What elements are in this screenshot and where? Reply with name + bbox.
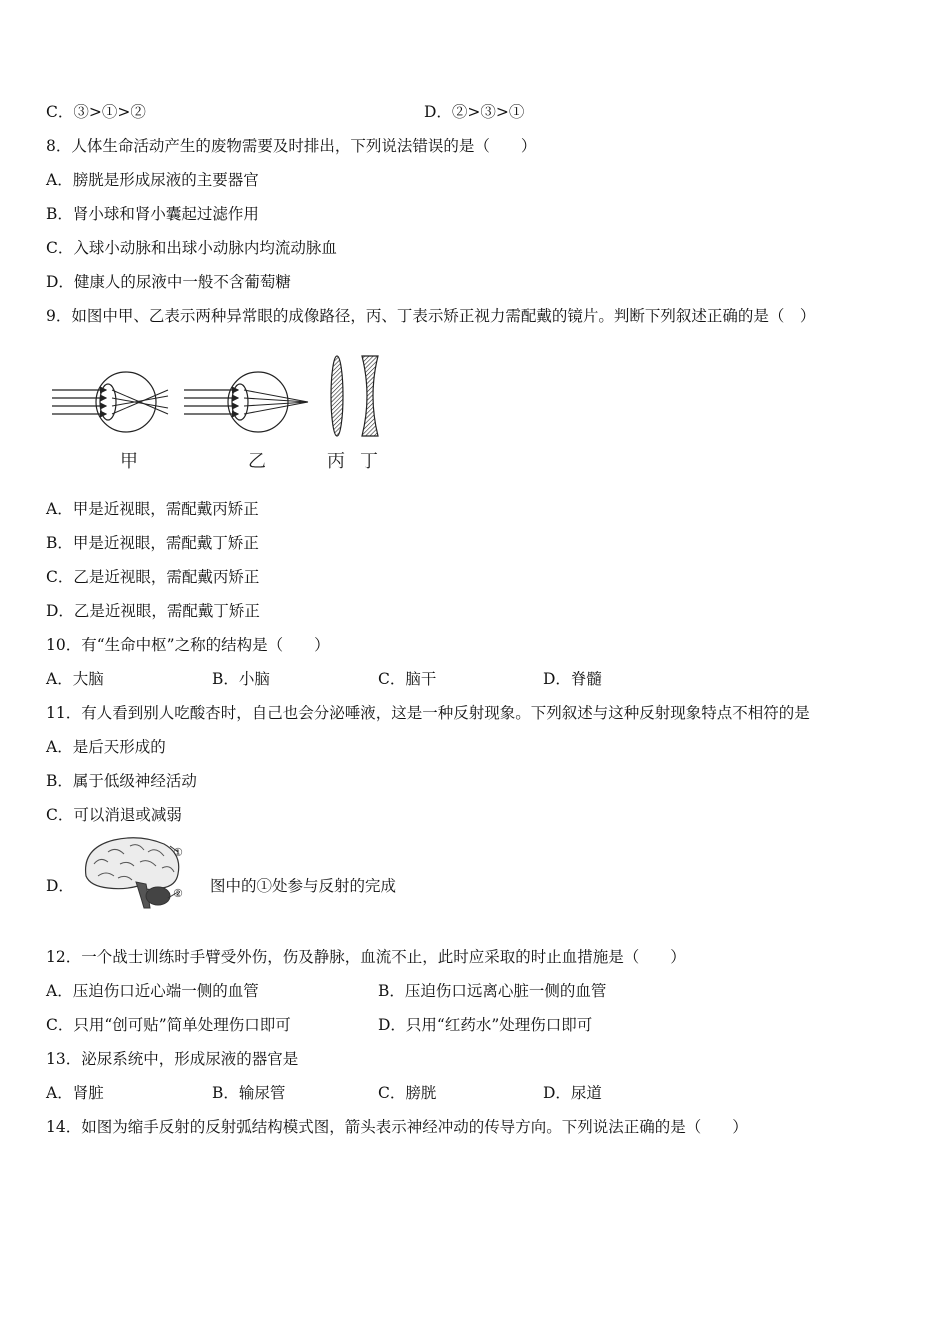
q11-option-d-text[interactable]: 图中的①处参与反射的完成 — [210, 877, 397, 895]
q8-option-c[interactable]: C．入球小动脉和出球小动脉内均流动脉血 — [46, 239, 337, 257]
label-jia: 甲 — [120, 451, 138, 472]
q11-option-c[interactable]: C．可以消退或减弱 — [46, 806, 182, 824]
q10-option-c[interactable]: C．脑干 — [378, 670, 437, 688]
q10-stem: 10．有“生命中枢”之称的结构是（ ） — [46, 636, 330, 654]
q7-options-row — [46, 102, 525, 122]
q8-option-b[interactable]: B．肾小球和肾小囊起过滤作用 — [46, 205, 259, 223]
eye-jia-diagram — [52, 372, 168, 432]
q9-option-c[interactable]: C．乙是近视眼，需配戴丙矫正 — [46, 568, 260, 586]
q9-option-a[interactable]: A．甲是近视眼，需配戴丙矫正 — [46, 500, 259, 518]
q11-option-d-letter[interactable]: D． — [46, 877, 74, 895]
q7-option-d[interactable]: D．②>③>① — [424, 103, 525, 121]
q14-stem: 14．如图为缩手反射的反射弧结构模式图，箭头表示神经冲动的传导方向。下列说法正确的是（ ） — [46, 1118, 748, 1136]
brain-diagram — [78, 834, 193, 914]
concave-lens-ding — [362, 356, 378, 436]
q12-option-b[interactable]: B．压迫伤口远离心脏一侧的血管 — [378, 982, 607, 1000]
q8-stem: 8．人体生命活动产生的废物需要及时排出，下列说法错误的是（ ） — [46, 137, 537, 155]
q10-option-d[interactable]: D．脊髓 — [543, 670, 602, 688]
q8-option-d[interactable]: D．健康人的尿液中一般不含葡萄糖 — [46, 273, 291, 291]
q9-stem: 9．如图中甲、乙表示两种异常眼的成像路径，丙、丁表示矫正视力需配戴的镜片。判断下列叙述正确的是（ ） — [46, 307, 816, 325]
brain-label-2: ② — [173, 887, 183, 900]
q10-option-b[interactable]: B．小脑 — [212, 670, 270, 688]
q8-option-a[interactable]: A．膀胱是形成尿液的主要器官 — [46, 171, 259, 189]
q12-options-row-2 — [46, 1015, 593, 1035]
q11-option-b[interactable]: B．属于低级神经活动 — [46, 772, 197, 790]
q9-eye-lens-figure — [46, 352, 396, 477]
label-ding: 丁 — [360, 451, 378, 472]
q13-options-row — [46, 1083, 602, 1103]
q13-option-d[interactable]: D．尿道 — [543, 1084, 602, 1102]
q10-option-a[interactable]: A．大脑 — [46, 670, 104, 688]
label-bing: 丙 — [327, 451, 345, 472]
q9-option-b[interactable]: B．甲是近视眼，需配戴丁矫正 — [46, 534, 259, 552]
brain-label-1: ① — [173, 846, 183, 859]
q11-option-a[interactable]: A．是后天形成的 — [46, 738, 166, 756]
q9-option-d[interactable]: D．乙是近视眼，需配戴丁矫正 — [46, 602, 260, 620]
q10-options-row — [46, 669, 602, 689]
q11-stem: 11．有人看到别人吃酸杏时，自己也会分泌唾液，这是一种反射现象。下列叙述与这种反射现象特点不相符的是 — [46, 704, 810, 722]
q12-option-d[interactable]: D．只用“红药水”处理伤口即可 — [378, 1016, 593, 1034]
q13-option-a[interactable]: A．肾脏 — [46, 1084, 104, 1102]
q13-stem: 13．泌尿系统中，形成尿液的器官是 — [46, 1050, 299, 1068]
q13-option-b[interactable]: B．输尿管 — [212, 1084, 286, 1102]
q12-stem: 12．一个战士训练时手臂受外伤，伤及静脉，血流不止，此时应采取的时止血措施是（ ） — [46, 948, 686, 966]
q12-option-c[interactable]: C．只用“创可贴”简单处理伤口即可 — [46, 1016, 291, 1034]
label-yi: 乙 — [248, 451, 266, 472]
q12-options-row-1 — [46, 981, 607, 1001]
q7-option-c[interactable]: C．③>①>② — [46, 103, 146, 121]
convex-lens-bing — [331, 356, 343, 436]
q12-option-a[interactable]: A．压迫伤口近心端一侧的血管 — [46, 982, 259, 1000]
q13-option-c[interactable]: C．膀胱 — [378, 1084, 437, 1102]
eye-yi-diagram — [184, 372, 308, 432]
